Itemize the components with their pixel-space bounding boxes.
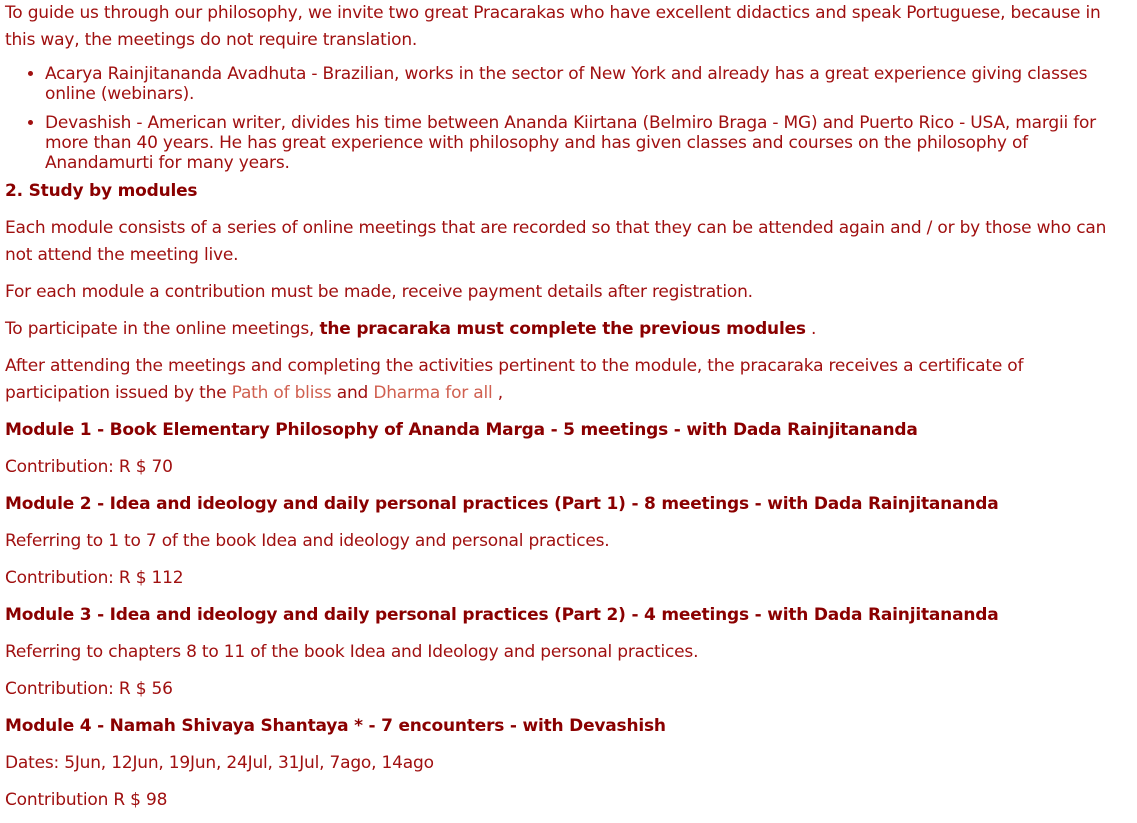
prerequisite-paragraph — [5, 316, 1130, 343]
prerequisite-emphasis: the pracaraka must complete the previous modules — [319, 319, 806, 339]
module-2-contribution: Contribution: R $ 112 — [5, 568, 184, 588]
teacher-list — [5, 64, 1130, 173]
list-item: • Devashish - American writer, divides his time between Ananda Kiirtana (Belmiro Braga - MG) and Puerto Rico - USA, margii for more than 40 years. He has great experience with philosophy and has given classes and courses on the philosophy of Anandamurti for many years. — [45, 113, 1130, 173]
module-2-title: Module 2 - Idea and ideology and daily personal practices (Part 1) - 8 meetings - with Dada Rainjitananda — [5, 494, 999, 514]
article-body — [5, 0, 1130, 814]
intro-paragraph: To guide us through our philosophy, we invite two great Pracarakas who have excellent didactics and speak Portuguese, because in this way, the meetings do not require translation. — [5, 3, 1101, 50]
module-3-title: Module 3 - Idea and ideology and daily personal practices (Part 2) - 4 meetings - with Dada Rainjitananda — [5, 605, 999, 625]
list-item: • Acarya Rainjitananda Avadhuta - Brazilian, works in the sector of New York and already has a great experience giving classes online (webinars). — [45, 64, 1130, 104]
module-4-dates: Dates: 5Jun, 12Jun, 19Jun, 24Jul, 31Jul, 7ago, 14ago — [5, 753, 434, 773]
module-1-contribution: Contribution: R $ 70 — [5, 457, 173, 477]
prerequisite-suffix: . — [805, 319, 817, 339]
prerequisite-prefix: To participate in the online meetings, — [5, 319, 320, 339]
path-of-bliss-link[interactable]: Path of bliss — [231, 383, 332, 403]
modules-description: Each module consists of a series of online meetings that are recorded so that they can be attended again and / or by those who can not attend the meeting live. — [5, 218, 1107, 265]
dharma-for-all-link[interactable]: Dharma for all — [373, 383, 493, 403]
module-3-note: Referring to chapters 8 to 11 of the book Idea and Ideology and personal practices. — [5, 642, 699, 662]
section-title: 2. Study by modules — [5, 181, 198, 201]
module-2-note: Referring to 1 to 7 of the book Idea and ideology and personal practices. — [5, 531, 610, 551]
module-1-title: Module 1 - Book Elementary Philosophy of Ananda Marga - 5 meetings - with Dada Rainjitananda — [5, 420, 918, 440]
module-4-title: Module 4 - Namah Shivaya Shantaya * - 7 encounters - with Devashish — [5, 716, 666, 736]
certificate-mid: and — [331, 383, 374, 403]
certificate-suffix: , — [492, 383, 503, 403]
module-3-contribution: Contribution: R $ 56 — [5, 679, 173, 699]
certificate-prefix: After attending the meetings and completing the activities pertinent to the module, the pracaraka receives a certificate of participation issued by the — [5, 356, 1024, 403]
module-4-contribution: Contribution R $ 98 — [5, 790, 168, 810]
certificate-paragraph — [5, 353, 1130, 407]
contribution-info: For each module a contribution must be made, receive payment details after registration. — [5, 282, 753, 302]
